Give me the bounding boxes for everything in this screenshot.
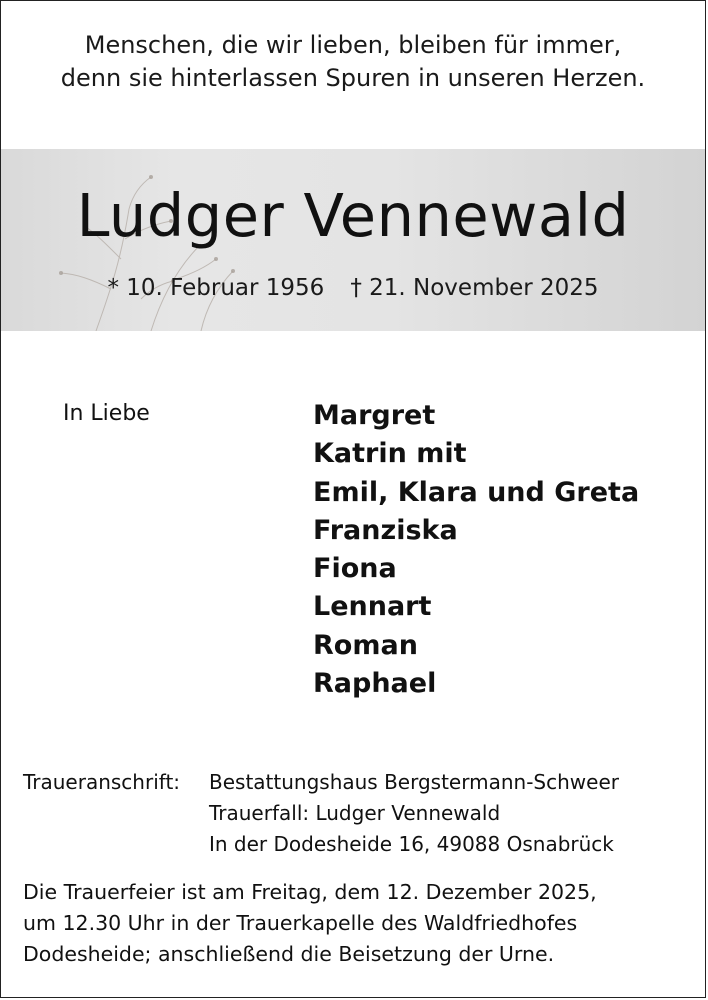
ceremony-line: Dodesheide; anschließend die Beisetzung der Urne.	[23, 942, 555, 966]
in-love-label: In Liebe	[63, 401, 150, 426]
mourning-address-label: Traueranschrift:	[23, 770, 181, 794]
ceremony-line: Die Trauerfeier ist am Freitag, dem 12. Dezember 2025,	[23, 880, 597, 904]
mourner-name: Emil, Klara und Greta	[313, 476, 640, 508]
mourner-name: Fiona	[313, 553, 397, 585]
memorial-quote	[1, 29, 705, 95]
life-dates	[1, 273, 705, 303]
address-line: Trauerfall: Ludger Vennewald	[209, 801, 501, 825]
birth-date: * 10. Februar 1956	[107, 275, 325, 301]
mourner-name: Lennart	[313, 591, 432, 623]
mourner-name: Roman	[313, 629, 418, 661]
address-line: In der Dodesheide 16, 49088 Osnabrück	[209, 832, 614, 856]
mourner-name: Katrin mit	[313, 438, 467, 470]
deceased-name: Ludger Vennewald	[76, 181, 630, 250]
funeral-ceremony-info	[23, 877, 597, 970]
address-line: Bestattungshaus Bergstermann-Schweer	[209, 770, 619, 794]
mourner-name: Raphael	[313, 668, 437, 700]
mourner-name: Franziska	[313, 514, 458, 546]
mourner-name: Margret	[313, 400, 436, 431]
death-date: † 21. November 2025	[350, 275, 599, 301]
mourner-names	[313, 397, 639, 703]
mourning-address	[209, 767, 619, 860]
quote-line-1: Menschen, die wir lieben, bleiben für immer,	[84, 31, 622, 59]
quote-line-2: denn sie hinterlassen Spuren in unseren Herzen.	[60, 64, 646, 92]
ceremony-line: um 12.30 Uhr in der Trauerkapelle des Waldfriedhofes	[23, 911, 578, 935]
